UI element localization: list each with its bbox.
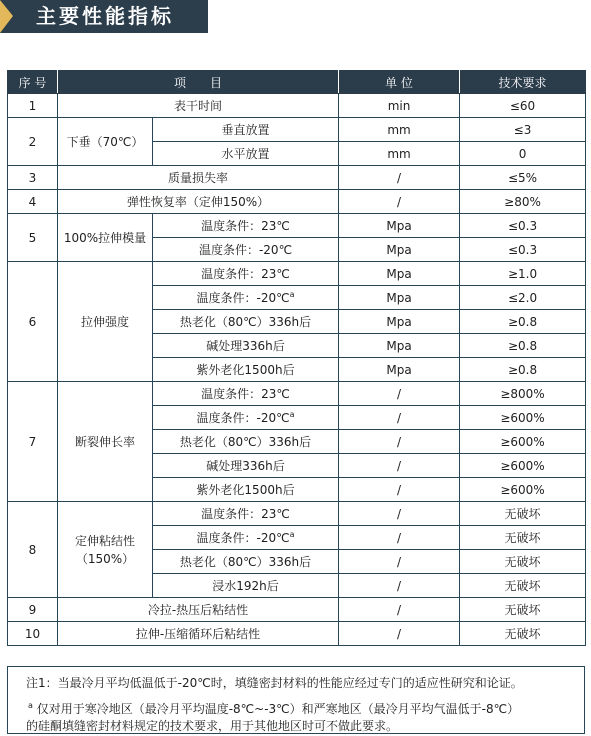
row-no: 8	[8, 502, 58, 598]
row-group: 拉伸强度	[58, 262, 153, 382]
row-item-cell	[153, 526, 339, 550]
row-unit: Mpa	[339, 358, 460, 382]
row-requirement: ≤2.0	[460, 286, 586, 310]
row-item: 热老化（80℃）336h后	[153, 310, 339, 334]
row-unit: /	[339, 502, 460, 526]
row-requirement: ≥600%	[460, 406, 586, 430]
row-unit: /	[339, 574, 460, 598]
row-no: 1	[8, 94, 58, 118]
row-requirement: 0	[460, 142, 586, 166]
row-requirement: ≤0.3	[460, 238, 586, 262]
row-unit: /	[339, 550, 460, 574]
row-unit: Mpa	[339, 238, 460, 262]
row-item: 质量损失率	[58, 166, 339, 190]
row-unit: /	[339, 598, 460, 622]
row-requirement: ≥600%	[460, 454, 586, 478]
row-item: 温度条件：-20℃	[196, 531, 290, 545]
row-unit: Mpa	[339, 286, 460, 310]
row-requirement: ≥0.8	[460, 310, 586, 334]
row-item-cell	[153, 286, 339, 310]
row-requirement: 无破坏	[460, 574, 586, 598]
row-item: 冷拉-热压后粘结性	[58, 598, 339, 622]
row-group: 下垂（70℃）	[58, 118, 153, 166]
table-row	[8, 622, 586, 646]
row-requirement: ≥600%	[460, 478, 586, 502]
row-unit: /	[339, 382, 460, 406]
header-requirement: 技术要求	[460, 71, 586, 94]
row-requirement: ≥0.8	[460, 358, 586, 382]
footnote-mark: a	[289, 530, 295, 539]
row-requirement: 无破坏	[460, 526, 586, 550]
row-requirement: 无破坏	[460, 550, 586, 574]
row-unit: mm	[339, 118, 460, 142]
row-unit: Mpa	[339, 334, 460, 358]
row-unit: mm	[339, 142, 460, 166]
row-requirement: ≥800%	[460, 382, 586, 406]
row-unit: /	[339, 406, 460, 430]
row-unit: /	[339, 526, 460, 550]
row-unit: Mpa	[339, 214, 460, 238]
row-unit: /	[339, 622, 460, 646]
row-unit: Mpa	[339, 262, 460, 286]
row-item: 温度条件：23℃	[153, 262, 339, 286]
row-requirement: 无破坏	[460, 622, 586, 646]
spec-table	[7, 70, 586, 646]
row-requirement: ≤0.3	[460, 214, 586, 238]
row-item: 热老化（80℃）336h后	[153, 430, 339, 454]
note-2-line-1	[28, 700, 519, 717]
row-item: 温度条件：-20℃	[196, 291, 290, 305]
row-item: 碱处理336h后	[153, 334, 339, 358]
row-unit: /	[339, 190, 460, 214]
row-requirement: ≥0.8	[460, 334, 586, 358]
banner-accent-triangle	[0, 0, 13, 33]
table-row	[8, 118, 586, 142]
row-item: 温度条件：23℃	[153, 382, 339, 406]
row-requirement: ≥1.0	[460, 262, 586, 286]
row-item: 温度条件：-20℃	[196, 411, 290, 425]
table-row	[8, 190, 586, 214]
row-item: 表干时间	[58, 94, 339, 118]
section-banner	[0, 0, 208, 33]
header-no: 序 号	[8, 71, 58, 94]
row-unit: /	[339, 478, 460, 502]
row-unit: /	[339, 430, 460, 454]
footnote-mark: a	[28, 701, 33, 710]
row-item-cell	[153, 406, 339, 430]
row-group: 断裂伸长率	[58, 382, 153, 502]
row-item: 弹性恢复率（定伸150%）	[58, 190, 339, 214]
row-unit: min	[339, 94, 460, 118]
row-item: 温度条件：23℃	[153, 502, 339, 526]
section-title: 主要性能指标	[36, 4, 174, 28]
footnote-mark: a	[289, 410, 295, 419]
row-item: 碱处理336h后	[153, 454, 339, 478]
header-unit: 单 位	[339, 71, 460, 94]
table-row	[8, 262, 586, 286]
row-no: 6	[8, 262, 58, 382]
row-item: 温度条件：-20℃	[153, 238, 339, 262]
table-row	[8, 214, 586, 238]
row-item: 温度条件：23℃	[153, 214, 339, 238]
row-requirement: ≥600%	[460, 430, 586, 454]
row-requirement: ≥80%	[460, 190, 586, 214]
note-2-line-2: 的硅酮填缝密封材料规定的技术要求，用于其他地区时可不做此要求。	[26, 719, 399, 733]
row-item: 紫外老化1500h后	[153, 358, 339, 382]
row-requirement: 无破坏	[460, 598, 586, 622]
table-row	[8, 382, 586, 406]
table-row	[8, 166, 586, 190]
note-1: 注1：当最冷月平均低温低于-20℃时，填缝密封材料的性能应经过专门的适应性研究和论证。	[26, 676, 523, 690]
row-item: 热老化（80℃）336h后	[153, 550, 339, 574]
row-no: 5	[8, 214, 58, 262]
table-row	[8, 94, 586, 118]
row-no: 7	[8, 382, 58, 502]
row-group: 100%拉伸模量	[58, 214, 153, 262]
row-item: 水平放置	[153, 142, 339, 166]
row-requirement: 无破坏	[460, 502, 586, 526]
row-no: 10	[8, 622, 58, 646]
header-item: 项 目	[58, 71, 339, 94]
table-row	[8, 598, 586, 622]
row-item: 浸水192h后	[153, 574, 339, 598]
row-item: 拉伸-压缩循环后粘结性	[58, 622, 339, 646]
row-group: 定伸粘结性 （150%）	[58, 502, 153, 598]
note-2-text: 仅对用于寒冷地区（最冷月平均温度-8℃~-3℃）和严寒地区（最冷月平均气温低于-8℃）	[32, 702, 520, 716]
footnote-mark: a	[289, 290, 295, 299]
row-unit: Mpa	[339, 310, 460, 334]
row-requirement: ≤5%	[460, 166, 586, 190]
row-unit: /	[339, 166, 460, 190]
row-no: 3	[8, 166, 58, 190]
row-requirement: ≤3	[460, 118, 586, 142]
row-no: 9	[8, 598, 58, 622]
row-item: 垂直放置	[153, 118, 339, 142]
notes-box	[7, 666, 585, 734]
row-item: 紫外老化1500h后	[153, 478, 339, 502]
row-requirement: ≤60	[460, 94, 586, 118]
table-header-row	[8, 71, 586, 94]
row-no: 2	[8, 118, 58, 166]
table-row	[8, 502, 586, 526]
row-no: 4	[8, 190, 58, 214]
row-unit: /	[339, 454, 460, 478]
